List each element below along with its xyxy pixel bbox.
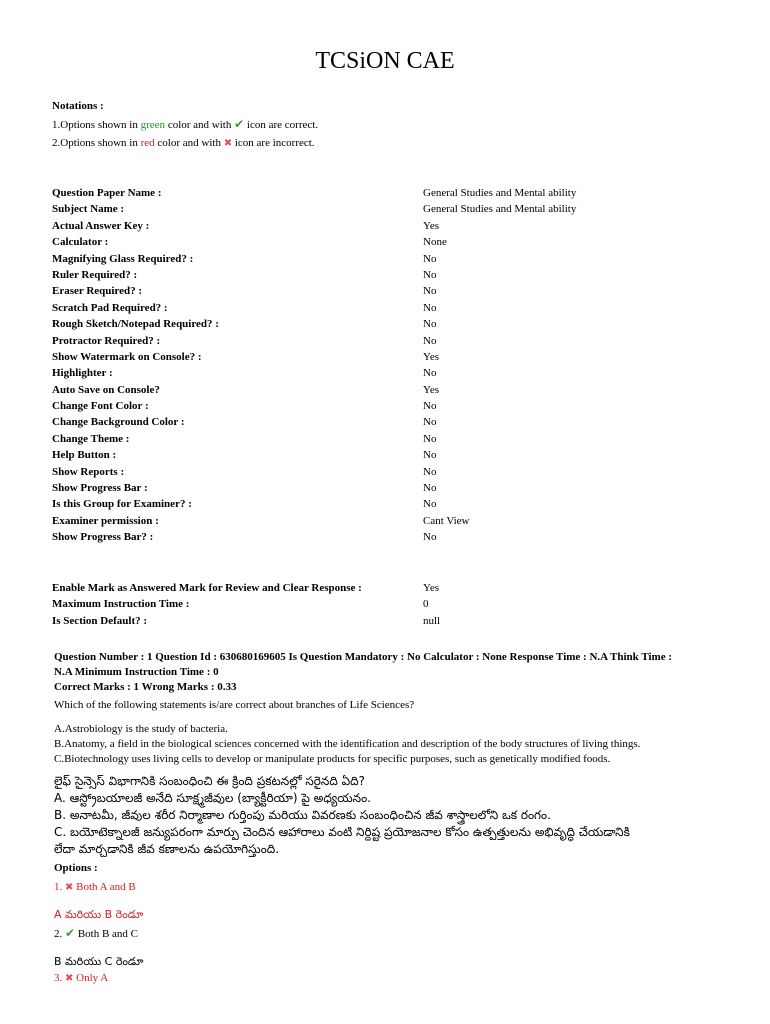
detail-row (52, 220, 732, 236)
detail-value: General Studies and Mental ability (423, 187, 577, 199)
detail-row (52, 400, 732, 416)
detail-row (52, 285, 732, 301)
detail-row (52, 582, 732, 598)
detail-value: 0 (423, 598, 429, 611)
detail-row (52, 236, 732, 252)
detail-value: No (423, 449, 437, 462)
question-text: Which of the following statements is/are correct about branches of Life Sciences? (54, 699, 415, 711)
detail-row (52, 433, 732, 449)
detail-value: No (423, 498, 437, 511)
detail-row (52, 367, 732, 383)
detail-row (52, 269, 732, 285)
statement: A.Astrobiology is the study of bacteria. (54, 723, 228, 735)
detail-key: Magnifying Glass Required? : (52, 252, 194, 265)
detail-value: Yes (423, 219, 440, 232)
detail-value: Cant View (423, 514, 470, 527)
telugu-line: B. అనాటమీ, జీవుల శరీర నిర్మాణాల గుర్తింపు మరియు వివరణకు సంబంధించిన జీవ శాస్త్రాలలోని ఒక రంగం. (54, 808, 551, 822)
detail-value: No (423, 482, 437, 495)
detail-key: Change Background Color : (52, 416, 185, 429)
detail-row (52, 615, 732, 631)
notation-color-word: red (140, 137, 155, 149)
notation-color-word: green (140, 119, 166, 131)
question-meta (54, 650, 734, 695)
detail-value: Yes (423, 350, 440, 363)
detail-key: Show Reports : (52, 465, 125, 478)
option-text: Only A (76, 972, 109, 984)
notation-text: color and with (157, 137, 221, 149)
options-heading: Options : (54, 862, 98, 874)
page-title: TCSiON CAE (315, 48, 455, 74)
telugu-line: A. ఆస్ట్రోబయాలజీ అనేది సూక్ష్మజీవుల (బ్యాక్టీరియా) పై అధ్యయనం. (54, 791, 371, 805)
detail-row (52, 466, 732, 482)
statement: B.Anatomy, a field in the biological sciences concerned with the identification and description of the body structures of living things. (54, 738, 641, 750)
detail-key: Change Font Color : (52, 400, 149, 413)
question-meta-line: Question Number : 1 Question Id : 630680169605 Is Question Mandatory : No Calculator : None Response Time : N.A Think Time : (54, 651, 672, 663)
notation-text: icon are incorrect. (234, 137, 315, 149)
detail-key: Rough Sketch/Notepad Required? : (52, 318, 219, 331)
check-icon: ✔ (234, 117, 245, 131)
option-1 (54, 880, 734, 895)
detail-row (52, 498, 732, 514)
detail-value: null (423, 614, 441, 627)
statement: C.Biotechnology uses living cells to develop or manipulate products for specific purposes, such as genetically modified foods. (54, 753, 611, 765)
detail-value: No (423, 285, 437, 298)
detail-value: No (423, 400, 437, 413)
cross-icon: ✖ (65, 973, 74, 984)
telugu-line: లైఫ్ సైన్సెస్ విభాగానికి సంబంధించి ఈ క్రింది ప్రకటనల్లో సరైనది ఏది? (54, 774, 365, 788)
detail-key: Enable Mark as Answered Mark for Review and Clear Response : (52, 582, 362, 594)
notations-block (52, 97, 318, 153)
detail-row (52, 203, 732, 219)
option-3 (54, 971, 734, 986)
detail-value: No (423, 367, 437, 380)
paper-details-table (52, 187, 732, 548)
detail-key: Calculator : (52, 236, 109, 249)
option-2 (54, 926, 734, 942)
detail-key: Help Button : (52, 449, 117, 462)
detail-key: Is Section Default? : (52, 614, 148, 627)
notation-incorrect (52, 134, 318, 153)
section-details-table (52, 582, 732, 631)
detail-key: Ruler Required? : (52, 268, 138, 281)
question-meta-line: N.A Minimum Instruction Time : 0 (54, 666, 219, 678)
detail-key: Maximum Instruction Time : (52, 598, 190, 611)
detail-value: No (423, 252, 437, 265)
detail-value: No (423, 465, 437, 478)
telugu-line: లేదా మార్చడానికి జీవ కణాలను ఉపయోగిస్తుంది. (54, 842, 280, 856)
detail-value: Yes (423, 582, 440, 594)
detail-value: General Studies and Mental ability (423, 203, 577, 216)
question-statements (54, 722, 734, 767)
option-number: 2. (54, 928, 63, 940)
detail-row (52, 449, 732, 465)
notation-text: icon are correct. (246, 119, 319, 131)
detail-value: No (423, 268, 437, 281)
detail-value: No (423, 416, 437, 429)
detail-row (52, 482, 732, 498)
detail-value: None (423, 236, 447, 249)
cross-icon: ✖ (65, 882, 74, 893)
question-telugu (54, 773, 734, 858)
detail-value: No (423, 301, 437, 314)
detail-key: Show Progress Bar? : (52, 531, 154, 544)
option-number: 3. (54, 972, 63, 984)
detail-value: No (423, 432, 437, 445)
detail-key: Is this Group for Examiner? : (52, 498, 192, 511)
detail-row (52, 416, 732, 432)
detail-key: Eraser Required? : (52, 285, 143, 298)
detail-value: No (423, 531, 437, 544)
detail-key: Protractor Required? : (52, 334, 161, 347)
question-block (54, 650, 734, 986)
notation-text: 1.Options shown in (52, 119, 138, 131)
notation-correct (52, 115, 318, 134)
notation-text: color and with (167, 119, 232, 131)
option-text: Both A and B (76, 881, 136, 893)
detail-key: Scratch Pad Required? : (52, 301, 168, 314)
detail-row (52, 187, 732, 203)
detail-value: No (423, 318, 437, 331)
detail-key: Change Theme : (52, 432, 130, 445)
option-telugu: B మరియు C రెండూ (54, 955, 144, 968)
option-telugu: A మరియు B రెండూ (54, 908, 144, 921)
detail-row (52, 384, 732, 400)
detail-value: No (423, 334, 437, 347)
notation-text: 2.Options shown in (52, 137, 138, 149)
option-number: 1. (54, 881, 63, 893)
check-icon: ✔ (65, 926, 76, 940)
detail-key: Highlighter : (52, 367, 113, 380)
detail-row (52, 351, 732, 367)
detail-key: Show Watermark on Console? : (52, 350, 202, 363)
detail-key: Examiner permission : (52, 514, 159, 527)
detail-row (52, 253, 732, 269)
cross-icon: ✖ (223, 138, 233, 149)
notations-heading: Notations : (52, 100, 104, 112)
detail-key: Question Paper Name : (52, 187, 162, 199)
detail-value: Yes (423, 383, 440, 396)
detail-row (52, 598, 732, 614)
detail-row (52, 302, 732, 318)
detail-row (52, 335, 732, 351)
detail-row (52, 318, 732, 334)
detail-key: Auto Save on Console? (52, 383, 160, 396)
detail-key: Actual Answer Key : (52, 219, 150, 232)
question-marks: Correct Marks : 1 Wrong Marks : 0.33 (54, 681, 237, 693)
detail-key: Subject Name : (52, 203, 125, 216)
telugu-line: C. బయోటెక్నాలజీ జన్యుపరంగా మార్పు చెందిన ఆహారాలు వంటి నిర్దిష్ట ప్రయోజనాల కోసం ఉత్పత్తులను అభివృద్ధి చేయడానికి (54, 825, 630, 839)
detail-row (52, 515, 732, 531)
option-text: Both B and C (77, 928, 139, 940)
detail-key: Show Progress Bar : (52, 482, 148, 495)
detail-row (52, 531, 732, 547)
